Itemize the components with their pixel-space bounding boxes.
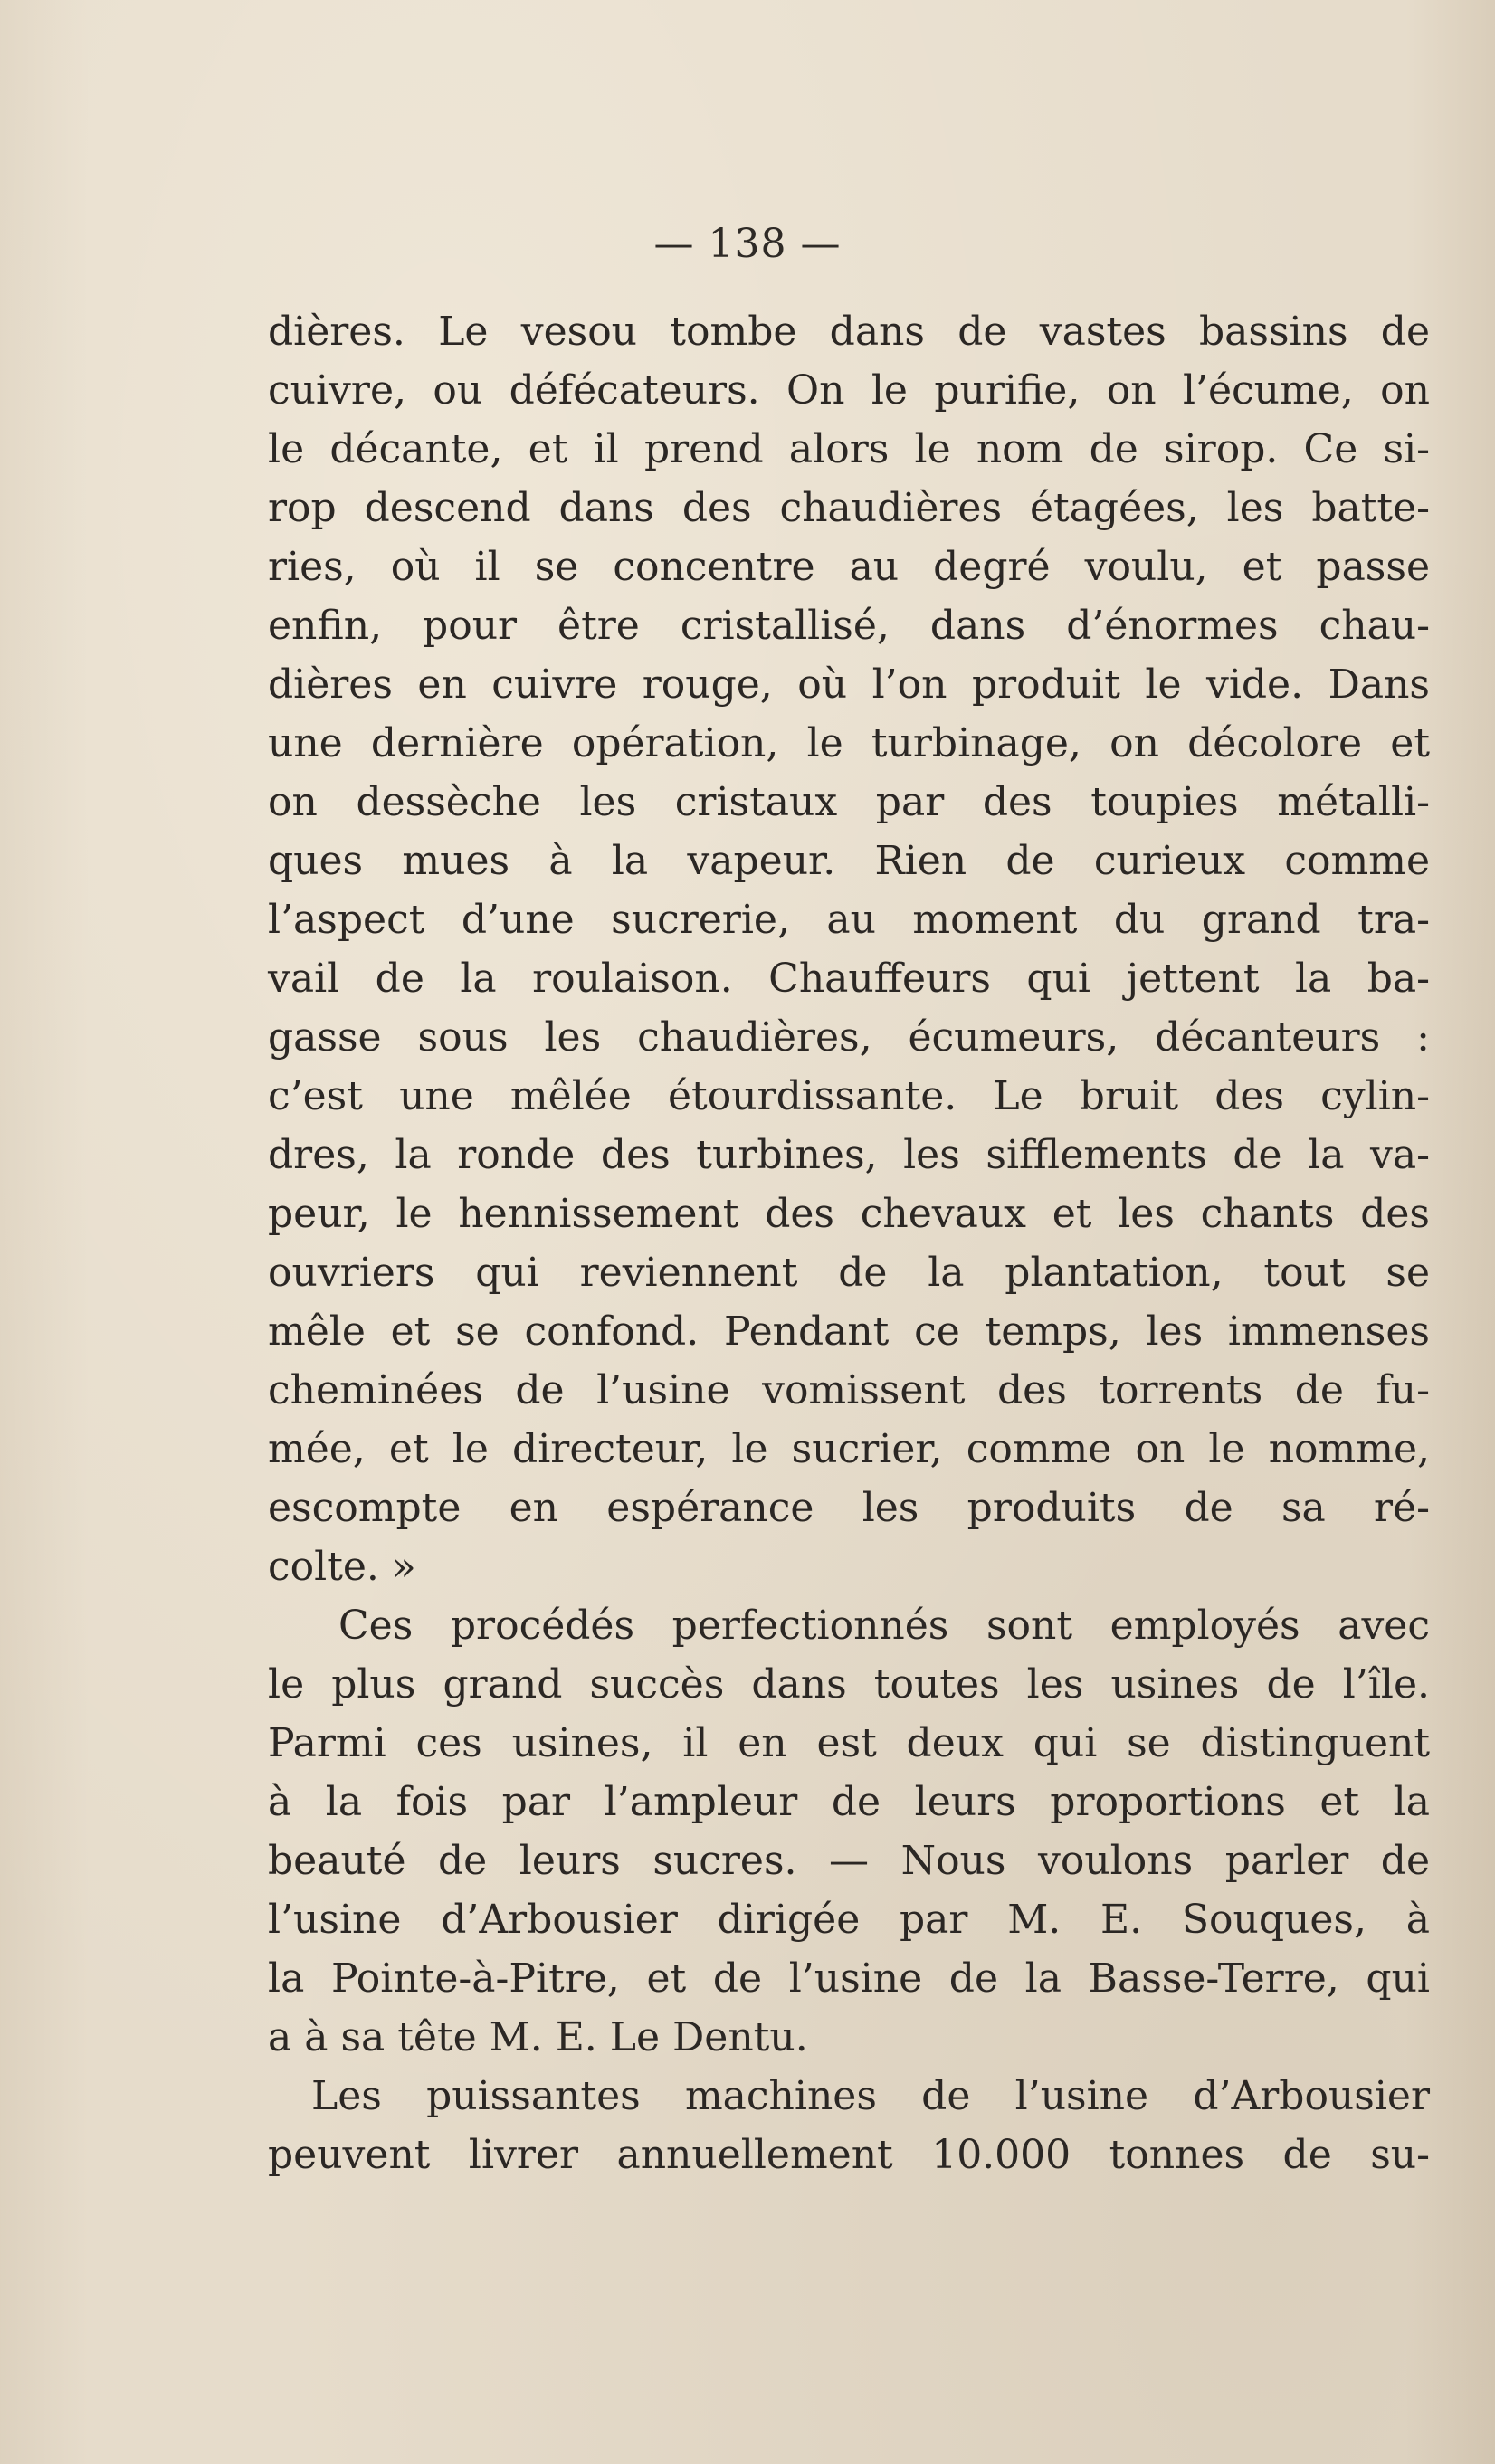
text-line: dières. Le vesou tombe dans de vastes bassins de bbox=[268, 309, 1430, 355]
text-line: Parmi ces usines, il en est deux qui se distinguent bbox=[268, 1720, 1430, 1766]
text-line: ouvriers qui reviennent de la plantation, tout se bbox=[268, 1250, 1430, 1296]
text-line: c’est une mêlée étourdissante. Le bruit des cylin- bbox=[268, 1073, 1430, 1119]
body-text bbox=[268, 302, 1430, 2184]
text-line: Les puissantes machines de l’usine d’Arbousier bbox=[311, 2073, 1430, 2119]
text-line: cheminées de l’usine vomissent des torrents de fu- bbox=[268, 1367, 1430, 1413]
text-line: mée, et le directeur, le sucrier, comme on le nomme, bbox=[268, 1426, 1430, 1472]
text-line: peur, le hennissement des chevaux et les chants des bbox=[268, 1191, 1430, 1237]
text-line: escompte en espérance les produits de sa ré- bbox=[268, 1485, 1430, 1531]
paragraph-1 bbox=[268, 302, 1430, 1596]
paragraph-2 bbox=[268, 1596, 1430, 2067]
text-line: vail de la roulaison. Chauffeurs qui jettent la ba- bbox=[268, 956, 1430, 1002]
text-line: colte. » bbox=[268, 1544, 416, 1590]
text-line: on dessèche les cristaux par des toupies métalli- bbox=[268, 779, 1430, 825]
text-line: l’aspect d’une sucrerie, au moment du grand tra- bbox=[268, 897, 1430, 943]
text-line: Ces procédés perfectionnés sont employés avec bbox=[338, 1603, 1430, 1649]
text-line: le plus grand succès dans toutes les usines de l’île. bbox=[268, 1661, 1430, 1708]
text-line: dières en cuivre rouge, où l’on produit le vide. Dans bbox=[268, 661, 1430, 708]
text-line: dres, la ronde des turbines, les sifflements de la va- bbox=[268, 1132, 1430, 1178]
text-line: enfin, pour être cristallisé, dans d’énormes chau- bbox=[268, 603, 1430, 649]
text-line: cuivre, ou défécateurs. On le purifie, on l’écume, on bbox=[268, 367, 1430, 414]
text-line: mêle et se confond. Pendant ce temps, les immenses bbox=[268, 1308, 1430, 1355]
text-line: ques mues à la vapeur. Rien de curieux comme bbox=[268, 838, 1430, 884]
text-line: a à sa tête M. E. Le Dentu. bbox=[268, 2014, 808, 2060]
text-line: peuvent livrer annuellement 10.000 tonnes de su- bbox=[268, 2132, 1430, 2178]
text-line: gasse sous les chaudières, écumeurs, décanteurs : bbox=[268, 1014, 1430, 1061]
text-line: ries, où il se concentre au degré voulu, et passe bbox=[268, 544, 1430, 590]
text-line: beauté de leurs sucres. — Nous voulons parler de bbox=[268, 1838, 1430, 1884]
text-line: la Pointe-à-Pitre, et de l’usine de la Basse-Terre, qui bbox=[268, 1955, 1430, 2002]
text-line: rop descend dans des chaudières étagées, les batte- bbox=[268, 485, 1430, 531]
page-number: — 138 — bbox=[653, 221, 842, 267]
text-line: l’usine d’Arbousier dirigée par M. E. Souques, à bbox=[268, 1897, 1430, 1943]
text-line: à la fois par l’ampleur de leurs proportions et la bbox=[268, 1779, 1430, 1825]
text-line: une dernière opération, le turbinage, on décolore et bbox=[268, 720, 1430, 766]
text-line: le décante, et il prend alors le nom de sirop. Ce si- bbox=[268, 426, 1430, 472]
paragraph-3 bbox=[268, 2067, 1430, 2184]
